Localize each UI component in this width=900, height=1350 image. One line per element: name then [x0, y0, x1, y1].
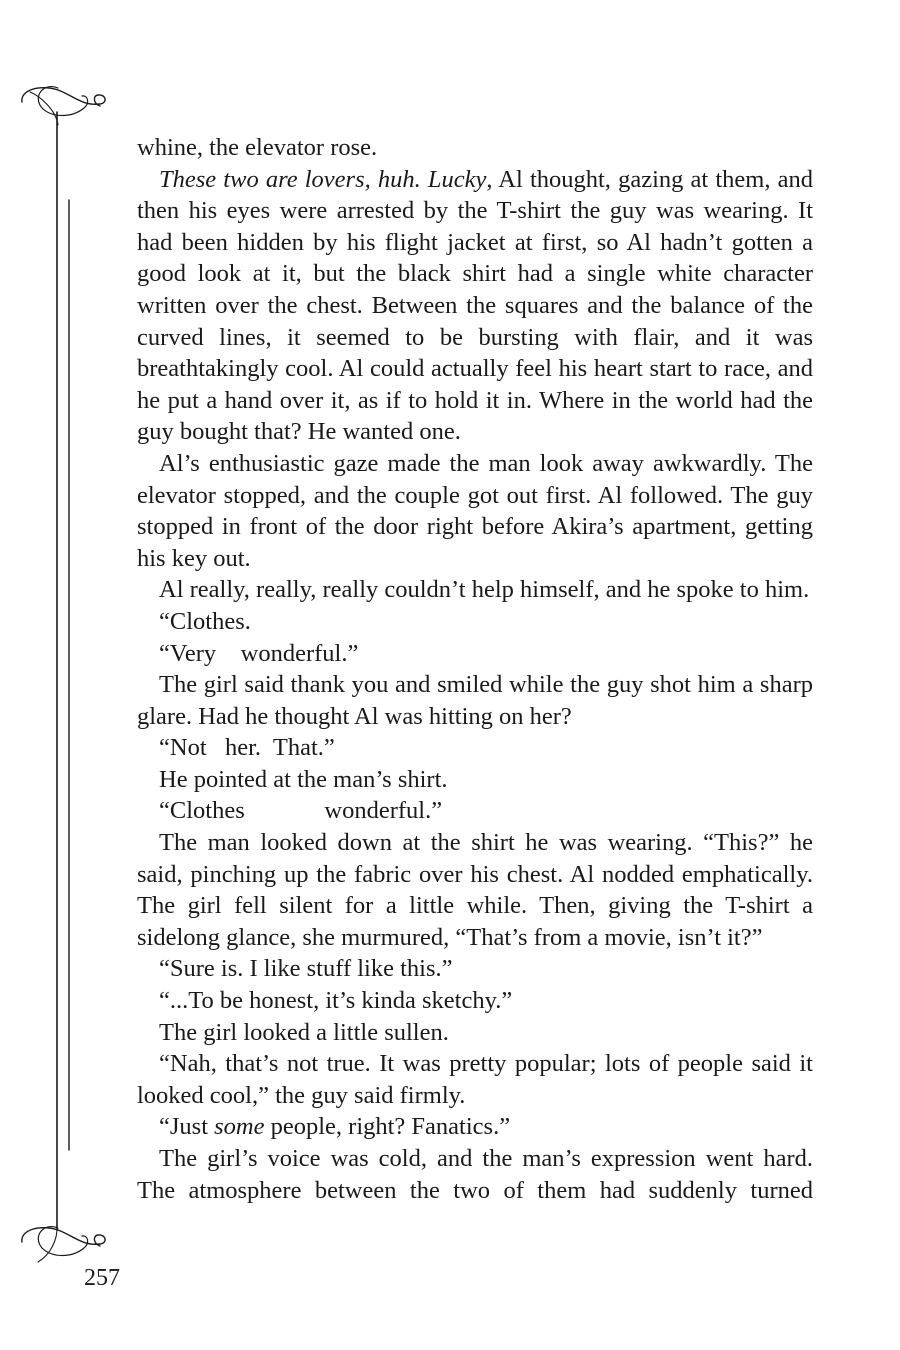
paragraph: These two are lovers, huh. Lucky, Al thought, gazing at them, and then his eyes were arrested by the T-shirt the guy was wearing. It had been hidden by his flight jacket at first, so Al hadn’t gotten a good look at it, but the black shirt had a single white character written over the chest. Between the squares and the balance of the curved lines, it seemed to be bursting with flair, and it was breathtakingly cool. Al could actually feel his heart start to race, and he put a hand over it, as if to hold it in. Where in the world had the guy bought that? He wanted one. [137, 165, 813, 446]
paragraph: “...To be honest, it’s kinda sketchy.” [159, 987, 513, 1015]
paragraph: “Clothes wonderful.” [159, 797, 443, 825]
paragraph: He pointed at the man’s shirt. [159, 765, 448, 793]
bottom-flourish [22, 1228, 105, 1246]
paragraph: Al really, really, really couldn’t help himself, and he spoke to him. [159, 576, 810, 604]
paragraph: The man looked down at the shirt he was wearing. “This?” he said, pinching up the fabric over his chest. Al nodded emphatically. The girl fell silent for a little while. Then, giving the T-shirt a sidelong glance, she murmured, “That’s from a movie, isn’t it?” [137, 829, 813, 951]
paragraph: The girl looked a little sullen. [159, 1018, 449, 1046]
page-border-ornament [0, 0, 140, 1290]
paragraph: “Sure is. I like stuff like this.” [159, 955, 453, 983]
paragraph: “Just some people, right? Fanatics.” [159, 1113, 511, 1141]
page-body-text [137, 132, 813, 1206]
paragraph: whine, the elevator rose. [137, 134, 378, 161]
paragraph: The girl’s voice was cold, and the man’s expression went hard. The atmosphere between the two of them had suddenly turned [137, 1145, 813, 1204]
paragraph: Al’s enthusiastic gaze made the man look away awkwardly. The elevator stopped, and the couple got out first. Al followed. The guy stopped in front of the door right before Akira’s apartment, getting his key out. [137, 449, 813, 572]
paragraph: “Nah, that’s not true. It was pretty popular; lots of people said it looked cool,” the guy said firmly. [137, 1050, 813, 1109]
page-number: 257 [84, 1265, 120, 1291]
paragraph: “Not her. That.” [159, 734, 335, 762]
paragraph: “Very wonderful.” [159, 639, 359, 667]
paragraph: The girl said thank you and smiled while the guy shot him a sharp glare. Had he thought Al was hitting on her? [137, 671, 813, 730]
paragraph: “Clothes. [159, 607, 251, 635]
top-flourish [22, 88, 105, 106]
